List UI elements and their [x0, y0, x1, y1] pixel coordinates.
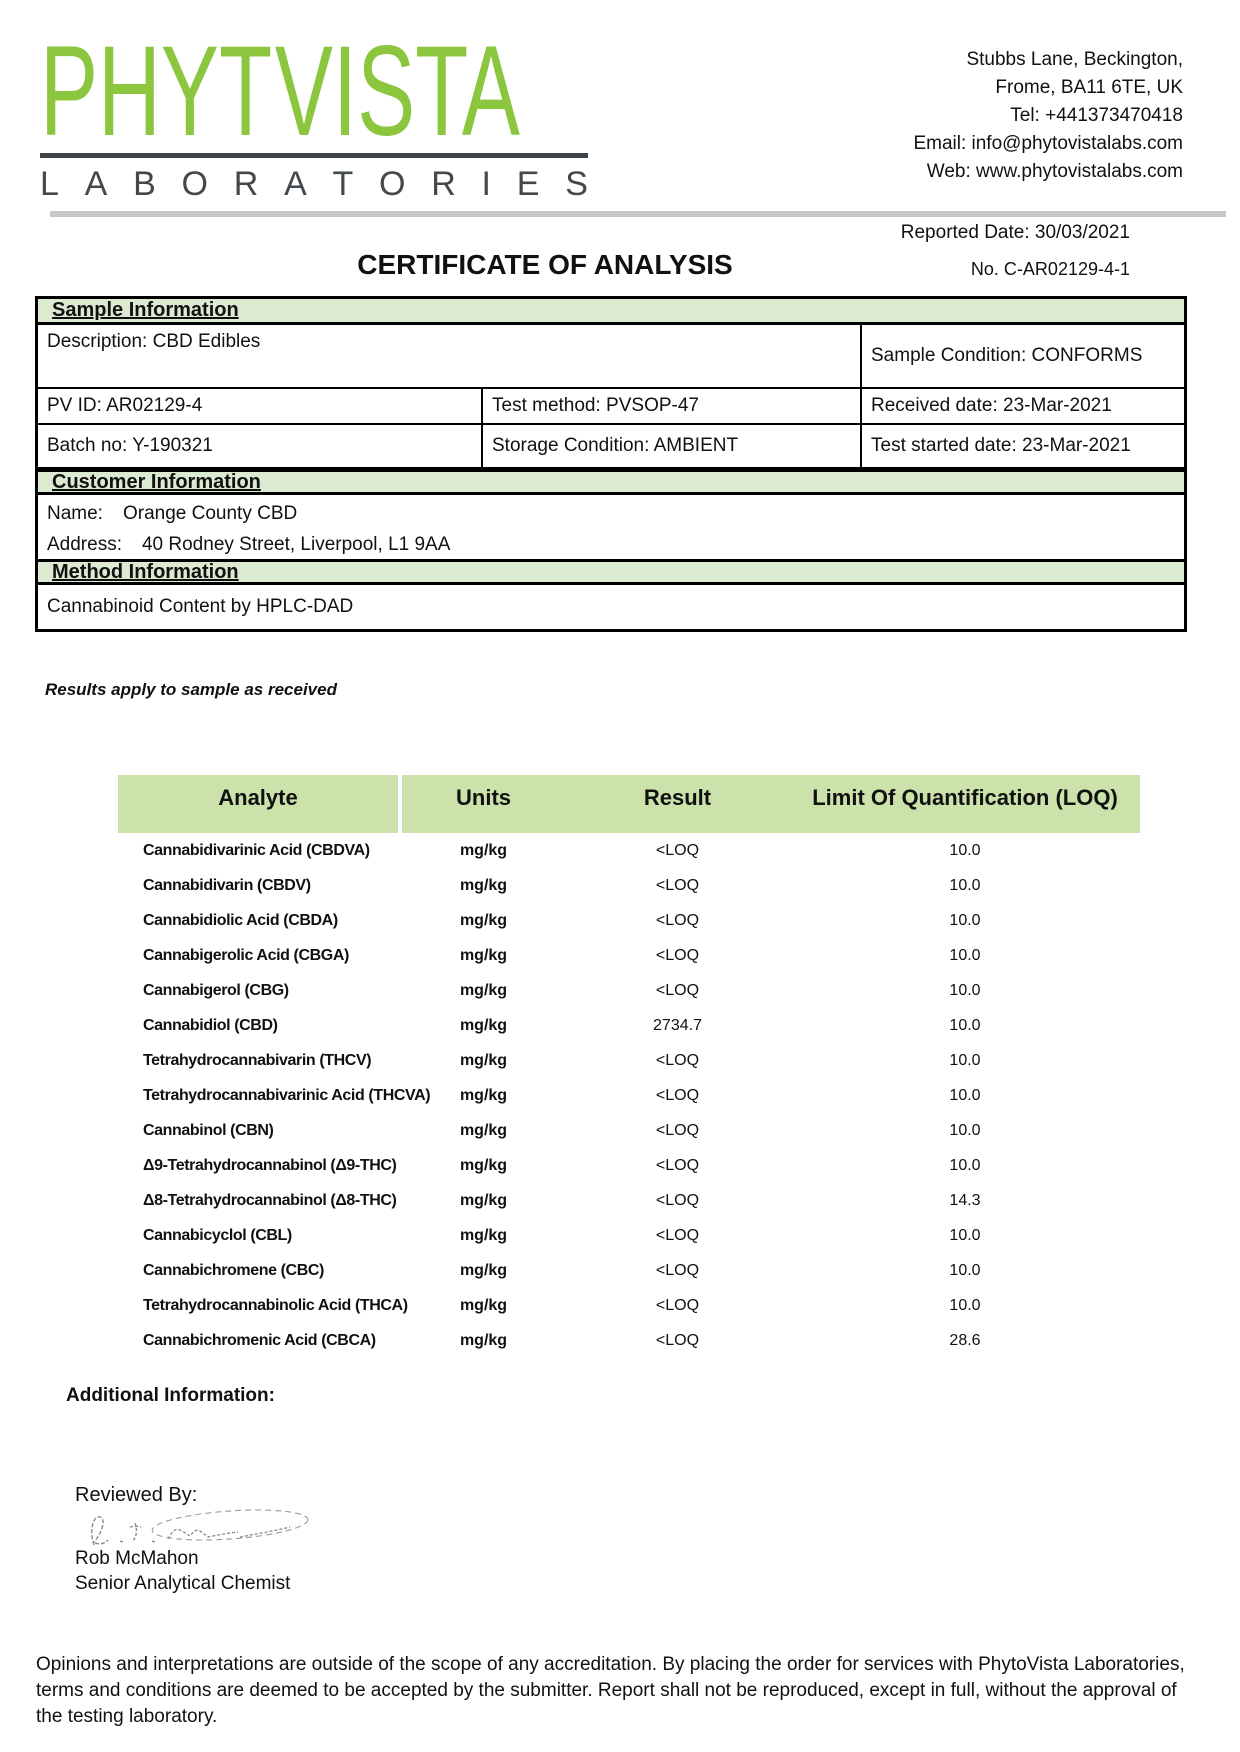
sample-condition-cell: Sample Condition: CONFORMS: [860, 325, 1184, 387]
result-cell: <LOQ: [655, 1051, 700, 1069]
table-row: [118, 903, 1140, 938]
customer-details-cell: [38, 495, 1184, 559]
loq-cell: 10.0: [949, 981, 981, 999]
pv-id-cell: PV ID: AR02129-4: [47, 395, 203, 416]
customer-address-label: Address:: [47, 534, 122, 555]
units-cell: mg/kg: [459, 876, 508, 894]
reported-date: Reported Date: 30/03/2021: [900, 222, 1130, 243]
result-cell: <LOQ: [655, 911, 700, 929]
results-table: [118, 775, 1140, 1358]
test-method-cell: Test method: PVSOP-47: [481, 389, 860, 423]
loq-cell: 10.0: [949, 1016, 981, 1034]
logo-word-part2: VISTA: [274, 20, 520, 163]
logo-subtitle-letter: I: [481, 165, 491, 203]
column-header-result: Result: [643, 785, 712, 810]
method-information-header: [38, 559, 1184, 585]
analyte-cell: Cannabigerolic Acid (CBGA): [143, 946, 349, 964]
results-note: Results apply to sample as received: [45, 680, 337, 699]
analyte-cell: Cannabidivarin (CBDV): [143, 876, 311, 894]
table-row: [118, 1183, 1140, 1218]
customer-name-line: [47, 503, 1184, 534]
analyte-cell: Tetrahydrocannabivarin (THCV): [143, 1051, 372, 1069]
result-cell: <LOQ: [655, 841, 700, 859]
result-cell: <LOQ: [655, 981, 700, 999]
analyte-cell: Tetrahydrocannabinolic Acid (THCA): [143, 1296, 408, 1314]
customer-name-label: Name:: [47, 503, 103, 524]
customer-name-value: Orange County CBD: [122, 503, 298, 524]
table-row: [118, 1078, 1140, 1113]
loq-cell: 10.0: [949, 1261, 981, 1279]
signer-title: Senior Analytical Chemist: [75, 1573, 291, 1594]
logo-subtitle-letter: E: [516, 165, 540, 203]
logo-subtitle-letter: L: [40, 165, 59, 203]
method-information-title: Method Information: [52, 560, 239, 583]
table-row: [118, 1323, 1140, 1358]
table-row: [118, 1008, 1140, 1043]
analyte-cell: Δ8-Tetrahydrocannabinol (Δ8-THC): [143, 1191, 397, 1209]
logo-subtitle: [40, 165, 588, 204]
loq-cell: 28.6: [949, 1331, 981, 1349]
loq-cell: 10.0: [949, 876, 981, 894]
test-started-date-cell: Test started date: 23-Mar-2021: [860, 425, 1184, 467]
phytovista-logo: [40, 20, 588, 204]
analyte-cell: Tetrahydrocannabivarinic Acid (THCVA): [143, 1086, 431, 1104]
result-cell: <LOQ: [655, 876, 700, 894]
logo-word-part1: PHYT: [40, 20, 273, 163]
table-row: [118, 973, 1140, 1008]
result-cell: <LOQ: [655, 1331, 700, 1349]
table-row: [118, 1218, 1140, 1253]
description-cell: Description: CBD Edibles: [47, 331, 261, 352]
loq-cell: 10.0: [949, 1051, 981, 1069]
loq-cell: 10.0: [949, 841, 981, 859]
analyte-cell: Cannabidiolic Acid (CBDA): [143, 911, 338, 929]
logo-wordmark: [40, 20, 520, 163]
logo-subtitle-letter: B: [133, 165, 156, 203]
units-cell: mg/kg: [459, 1261, 508, 1279]
units-cell: mg/kg: [459, 1331, 508, 1349]
pv-id-row: [38, 389, 1184, 425]
handwritten-signature-image: [80, 1505, 320, 1553]
sample-information-title: Sample Information: [52, 299, 239, 321]
result-cell: <LOQ: [655, 946, 700, 964]
footer-line: terms and conditions are deemed to be accepted by the submitter. Report shall not be reproduced, except in full, without the approval of: [36, 1680, 1177, 1701]
result-cell: <LOQ: [655, 1121, 700, 1139]
loq-cell: 14.3: [949, 1191, 981, 1209]
logo-subtitle-letter: A: [284, 165, 307, 203]
analyte-cell: Cannabicyclol (CBL): [143, 1226, 292, 1244]
loq-cell: 10.0: [949, 946, 981, 964]
loq-cell: 10.0: [949, 911, 981, 929]
batch-row: [38, 425, 1184, 469]
description-row: [38, 325, 1184, 389]
logo-subtitle-letter: O: [379, 165, 406, 203]
column-header-loq: Limit Of Quantification (LOQ): [812, 785, 1118, 810]
contact-line: Stubbs Lane, Beckington,: [966, 49, 1183, 70]
loq-cell: 10.0: [949, 1226, 981, 1244]
units-cell: mg/kg: [459, 1226, 508, 1244]
contact-line: Web: www.phytovistalabs.com: [926, 161, 1183, 182]
customer-information-header: [38, 469, 1184, 495]
analyte-cell: Cannabinol (CBN): [143, 1121, 274, 1139]
loq-cell: 10.0: [949, 1086, 981, 1104]
customer-address-value: 40 Rodney Street, Liverpool, L1 9AA: [141, 534, 451, 555]
units-cell: mg/kg: [459, 1086, 508, 1104]
result-cell: 2734.7: [653, 1016, 702, 1034]
loq-cell: 10.0: [949, 1156, 981, 1174]
table-row: [118, 833, 1140, 868]
logo-subtitle-letter: R: [233, 165, 259, 203]
units-cell: mg/kg: [459, 1016, 508, 1034]
column-header-analyte: Analyte: [118, 775, 402, 833]
certificate-number: No. C-AR02129-4-1: [970, 259, 1130, 279]
contact-line: Tel: +441373470418: [1010, 105, 1183, 126]
contact-line: Frome, BA11 6TE, UK: [995, 77, 1183, 98]
result-cell: <LOQ: [655, 1296, 700, 1314]
column-header-units: Units: [456, 785, 511, 810]
results-table-body: [118, 833, 1140, 1358]
table-row: [118, 1148, 1140, 1183]
signer-name: Rob McMahon: [75, 1548, 199, 1569]
table-row: [118, 938, 1140, 973]
reviewed-by-label: Reviewed By:: [75, 1484, 198, 1506]
logo-subtitle-letter: O: [181, 165, 208, 203]
units-cell: mg/kg: [459, 1156, 508, 1174]
footer-disclaimer: [36, 1652, 1196, 1730]
customer-information-title: Customer Information: [52, 470, 261, 493]
table-row: [118, 1113, 1140, 1148]
result-cell: <LOQ: [655, 1261, 700, 1279]
method-value: Cannabinoid Content by HPLC-DAD: [47, 596, 354, 617]
result-cell: <LOQ: [655, 1226, 700, 1244]
footer-line: Opinions and interpretations are outside of the scope of any accreditation. By placing the order for services with PhytoVista Laboratories,: [36, 1654, 1185, 1675]
analyte-cell: Cannabichromenic Acid (CBCA): [143, 1331, 376, 1349]
storage-condition-cell: Storage Condition: AMBIENT: [481, 425, 860, 467]
footer-line: the testing laboratory.: [36, 1706, 218, 1727]
table-row: [118, 1288, 1140, 1323]
result-cell: <LOQ: [655, 1086, 700, 1104]
result-cell: <LOQ: [655, 1156, 700, 1174]
report-meta: [901, 222, 1130, 280]
lab-contact-block: [913, 46, 1183, 186]
loq-cell: 10.0: [949, 1296, 981, 1314]
logo-subtitle-letter: T: [332, 165, 354, 203]
table-row: [118, 1253, 1140, 1288]
units-cell: mg/kg: [459, 1121, 508, 1139]
batch-no-cell: Batch no: Y-190321: [47, 435, 213, 456]
method-cell: [38, 585, 1184, 629]
units-cell: mg/kg: [459, 1296, 508, 1314]
units-cell: mg/kg: [459, 1051, 508, 1069]
additional-information-label: Additional Information:: [66, 1385, 275, 1406]
logo-subtitle-letter: A: [84, 165, 108, 203]
analyte-cell: Δ9-Tetrahydrocannabinol (Δ9-THC): [143, 1156, 397, 1174]
units-cell: mg/kg: [459, 1191, 508, 1209]
units-cell: mg/kg: [459, 946, 508, 964]
table-row: [118, 1043, 1140, 1078]
logo-subtitle-letter: R: [431, 165, 456, 203]
units-cell: mg/kg: [459, 911, 508, 929]
units-cell: mg/kg: [459, 981, 508, 999]
page-title: CERTIFICATE OF ANALYSIS: [357, 249, 733, 280]
analyte-cell: Cannabichromene (CBC): [143, 1261, 324, 1279]
table-row: [118, 868, 1140, 903]
analyte-cell: Cannabigerol (CBG): [143, 981, 289, 999]
logo-subtitle-letter: S: [565, 165, 588, 203]
contact-line: Email: info@phytovistalabs.com: [913, 133, 1183, 154]
info-table: [35, 296, 1187, 632]
loq-cell: 10.0: [949, 1121, 981, 1139]
result-cell: <LOQ: [655, 1191, 700, 1209]
analyte-cell: Cannabidivarinic Acid (CBDVA): [143, 841, 370, 859]
received-date-cell: Received date: 23-Mar-2021: [860, 389, 1184, 423]
sample-information-header: [38, 299, 1184, 325]
results-table-header: [118, 775, 1140, 833]
header-rule: [50, 211, 1226, 217]
analyte-cell: Cannabidiol (CBD): [143, 1016, 278, 1034]
units-cell: mg/kg: [459, 841, 508, 859]
